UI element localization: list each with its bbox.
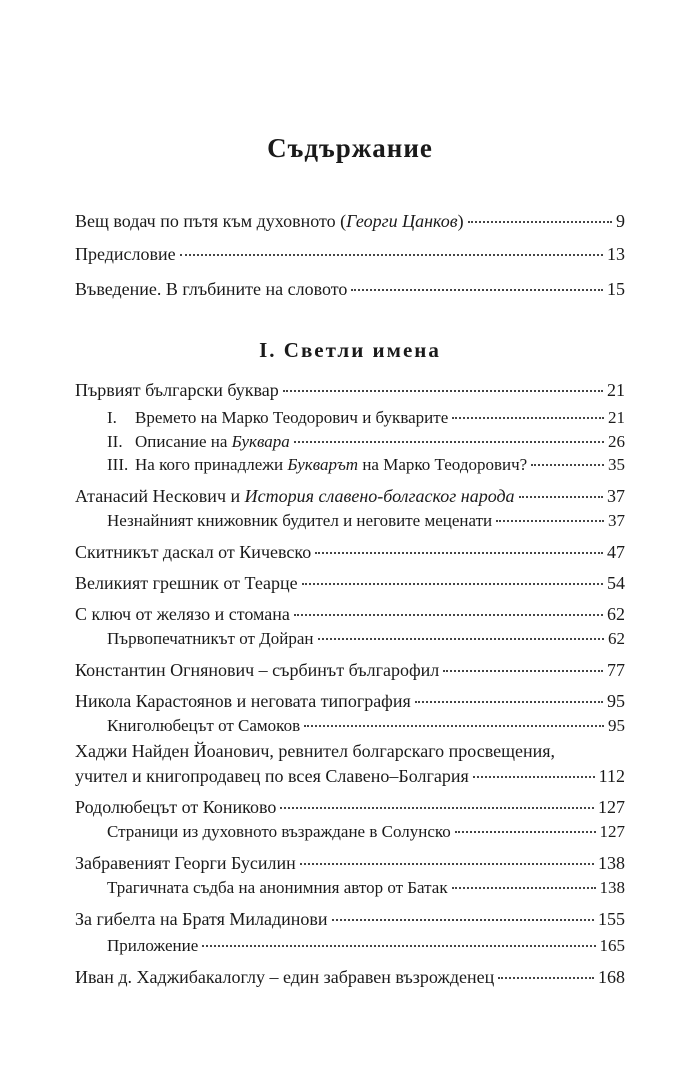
entry-text: Приложение xyxy=(107,936,199,955)
toc-entry xyxy=(75,485,625,507)
entry-text: Предисловие xyxy=(75,244,176,264)
entry-label xyxy=(75,659,439,681)
page-number: 127 xyxy=(598,797,625,817)
entry-label xyxy=(75,278,347,300)
entry-text: Забравеният Георги Бусилин xyxy=(75,853,296,873)
entry-label xyxy=(75,541,311,563)
toc-entry xyxy=(107,407,625,429)
page-title: Съдържание xyxy=(267,133,433,163)
entry-text: Първопечатникът от Дойран xyxy=(107,629,314,648)
dot-leader xyxy=(496,520,604,522)
entry-label xyxy=(107,407,448,429)
page-number: 62 xyxy=(608,629,625,648)
page-number: 47 xyxy=(607,542,625,562)
dot-leader xyxy=(318,638,605,640)
toc-entry xyxy=(75,796,625,818)
entry-label xyxy=(75,908,328,930)
dot-leader xyxy=(498,977,594,979)
page-number: 155 xyxy=(598,909,625,929)
entry-text: Трагичната съдба на анонимния автор от Батак xyxy=(107,878,448,897)
toc-entry xyxy=(75,908,625,930)
entry-text: За гибелта на Братя Миладинови xyxy=(75,909,328,929)
dot-leader xyxy=(300,863,594,865)
toc-entry xyxy=(75,541,625,563)
dot-leader xyxy=(302,583,603,585)
entry-text: Незнайният книжовник будител и неговите меценати xyxy=(107,511,493,530)
section-title: I. Светли имена xyxy=(259,338,441,362)
page-number: 112 xyxy=(598,766,625,786)
entry-text: Вещ водач по пътя към духовното ( xyxy=(75,211,347,231)
entry-italic-text: Буквара xyxy=(231,432,290,451)
toc-entry xyxy=(107,877,625,899)
entry-label xyxy=(75,210,464,232)
toc-entry xyxy=(75,603,625,625)
entry-italic-text: История славено-болгаског народа xyxy=(244,486,515,506)
toc-entry xyxy=(75,572,625,594)
entry-label xyxy=(75,690,411,712)
entry-label xyxy=(107,628,314,650)
toc-entry xyxy=(107,431,625,453)
toc-entry xyxy=(107,715,625,737)
dot-leader xyxy=(294,614,603,616)
entry-label xyxy=(75,966,494,988)
page-number: 77 xyxy=(607,660,625,680)
entry-italic-text: Георги Цанков xyxy=(346,211,458,231)
entry-text: Великият грешник от Теарце xyxy=(75,573,298,593)
dot-leader xyxy=(294,441,604,443)
page-number: 95 xyxy=(608,716,625,735)
dot-leader xyxy=(452,417,604,419)
toc-entry xyxy=(107,821,625,843)
dot-leader xyxy=(332,919,594,921)
dot-leader xyxy=(531,464,604,466)
toc-entry xyxy=(75,852,625,874)
dot-leader xyxy=(455,831,596,833)
toc-entry xyxy=(75,690,625,712)
dot-leader xyxy=(443,670,603,672)
page-number: 21 xyxy=(607,380,625,400)
entry-number: III. xyxy=(107,455,129,474)
entry-label xyxy=(107,935,198,957)
page-number: 26 xyxy=(608,432,625,451)
dot-leader xyxy=(202,945,595,947)
page-number: 54 xyxy=(607,573,625,593)
page-number: 37 xyxy=(608,511,625,530)
entry-label xyxy=(75,796,276,818)
page-number: 168 xyxy=(598,967,625,987)
dot-leader xyxy=(283,390,603,392)
toc-entry xyxy=(75,659,625,681)
toc-entry xyxy=(75,278,625,300)
dot-leader xyxy=(351,289,603,291)
toc-entry xyxy=(75,379,625,401)
toc-entry xyxy=(107,935,625,957)
entry-label xyxy=(75,603,290,625)
entry-label xyxy=(107,821,451,843)
entry-label xyxy=(75,379,279,401)
entry-label xyxy=(75,852,296,874)
entry-label xyxy=(75,765,469,787)
toc-entry xyxy=(107,454,625,476)
entry-label xyxy=(75,572,298,594)
entry-text: Описание на xyxy=(135,432,232,451)
dot-leader xyxy=(315,552,603,554)
page-number: 35 xyxy=(608,455,625,474)
entry-text: Скитникът даскал от Кичевско xyxy=(75,542,312,562)
entry-italic-text: Букварът xyxy=(287,455,359,474)
entry-text: Времето на Марко Теодорович и букварите xyxy=(135,408,449,427)
page-number: 138 xyxy=(598,853,625,873)
toc-entry xyxy=(75,765,625,787)
page-number: 37 xyxy=(607,486,625,506)
entry-label xyxy=(107,510,492,532)
toc-entry xyxy=(107,510,625,532)
entry-text: На кого принадлежи xyxy=(135,455,288,474)
entry-label xyxy=(107,431,290,453)
entry-text: Иван д. Хаджибакалоглу – един забравен възрожденец xyxy=(75,967,495,987)
dot-leader xyxy=(180,254,603,256)
dot-leader xyxy=(473,776,595,778)
toc-entry xyxy=(75,243,625,265)
entry-number: II. xyxy=(107,432,123,451)
toc-entry xyxy=(75,210,625,232)
page-number: 9 xyxy=(616,211,625,231)
toc-entry xyxy=(107,628,625,650)
entry-text-end: ) xyxy=(457,211,464,231)
entry-text: Родолюбецът от Кониково xyxy=(75,797,277,817)
entry-text: Първият български буквар xyxy=(75,380,279,400)
entry-label xyxy=(75,243,176,265)
entry-text: Страници из духовното възраждане в Солунско xyxy=(107,822,451,841)
page-number: 21 xyxy=(608,408,625,427)
dot-leader xyxy=(304,725,604,727)
entry-text: Никола Карастоянов и неговата типография xyxy=(75,691,411,711)
entry-text: Константин Огнянович – сърбинът българофил xyxy=(75,660,440,680)
entry-text: С ключ от желязо и стомана xyxy=(75,604,290,624)
page-number: 15 xyxy=(607,279,625,299)
entry-text: Въведение. В глъбините на словото xyxy=(75,279,348,299)
entry-text: учител и книгопродавец по всея Славено–Болгария xyxy=(75,766,469,786)
dot-leader xyxy=(519,496,603,498)
entry-label xyxy=(107,877,448,899)
page-number: 127 xyxy=(599,822,625,841)
entry-text: Книголюбецът от Самоков xyxy=(107,716,301,735)
page-number: 62 xyxy=(607,604,625,624)
dot-leader xyxy=(280,807,594,809)
entry-label xyxy=(107,454,527,476)
page-number: 138 xyxy=(599,878,625,897)
dot-leader xyxy=(468,221,612,223)
page-number: 165 xyxy=(599,936,625,955)
entry-text: Атанасий Нескович и xyxy=(75,486,245,506)
entry-first-line: Хаджи Найден Йоанович, ревнител болгарскаго просвещения, xyxy=(75,741,556,761)
page-number: 95 xyxy=(607,691,625,711)
dot-leader xyxy=(415,701,603,703)
entry-text-end: на Марко Теодорович? xyxy=(358,455,528,474)
entry-number: I. xyxy=(107,408,117,427)
entry-label xyxy=(107,715,300,737)
entry-label xyxy=(75,485,515,507)
page-number: 13 xyxy=(607,244,625,264)
dot-leader xyxy=(452,887,596,889)
toc-entry xyxy=(75,966,625,988)
